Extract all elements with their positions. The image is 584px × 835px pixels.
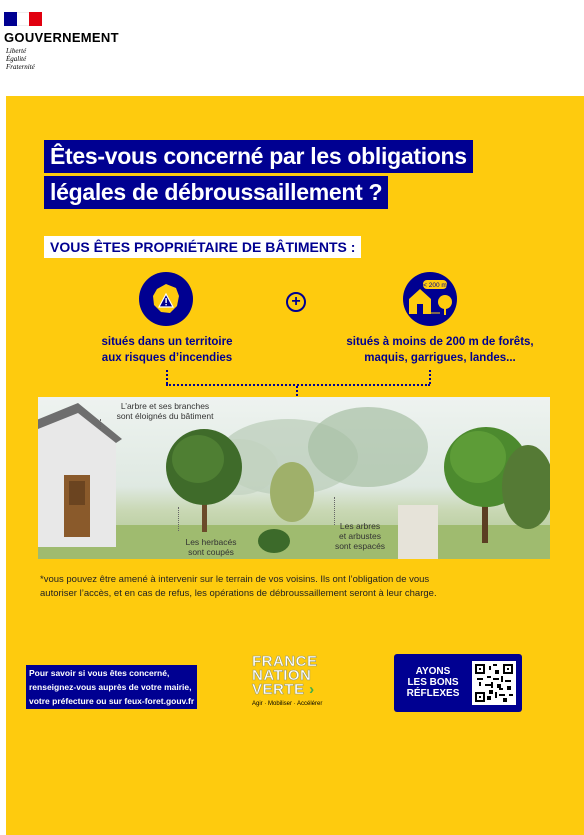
condition-left-text: situés dans un territoire aux risques d’incendies xyxy=(101,336,233,364)
connector-horizontal xyxy=(166,384,430,386)
title-line-1: Êtes-vous concerné par les obligations xyxy=(44,140,473,173)
government-header xyxy=(0,0,584,96)
france-risk-icon xyxy=(139,272,193,326)
owner-heading: VOUS ÊTES PROPRIÉTAIRE DE BÂTIMENTS : xyxy=(44,236,361,258)
government-name: GOUVERNEMENT xyxy=(4,30,119,45)
illustration xyxy=(38,397,550,559)
france-nation-verte-logo: FRANCE NATION VERTE › Agir · Mobiliser · Accélérer xyxy=(252,653,323,707)
connector-left-vertical xyxy=(166,370,168,384)
chevron-right-icon: › xyxy=(304,681,315,698)
title-line-2: légales de débroussaillement ? xyxy=(44,176,388,209)
distance-label: < 200 m xyxy=(423,282,447,289)
condition-right-text: situés à moins de 200 m de forêts, maquis, garrigues, landes... xyxy=(346,336,534,364)
footnote: *vous pouvez être amené à intervenir sur le terrain de vos voisins. Ils ont l’obligation de vous autoriser l’accès, et en cas de refus, les opérations de débroussaillement seront à leur charge. xyxy=(40,574,437,599)
annotation-line-herb xyxy=(178,507,179,531)
french-flag-icon xyxy=(4,12,42,26)
qr-code[interactable] xyxy=(472,661,516,705)
house-distance-icon xyxy=(403,272,457,326)
annotation-shrub: Les arbres et arbustes sont espacés xyxy=(334,521,386,551)
plus-icon: + xyxy=(286,292,306,312)
reflex-badge xyxy=(394,654,522,712)
annotation-tree: L’arbre et ses branches sont éloignés du bâtiment xyxy=(116,401,214,421)
info-box: Pour savoir si vous êtes concerné, renseignez-vous auprès de votre mairie, votre préfecture ou sur feux-foret.gouv.fr xyxy=(26,665,197,709)
motto: Liberté Égalité Fraternité xyxy=(6,47,35,71)
connector-right-vertical xyxy=(429,370,431,384)
annotation-herb: Les herbacés sont coupés xyxy=(185,537,237,557)
reflex-text: AYONS LES BONS RÉFLEXES xyxy=(406,666,460,699)
